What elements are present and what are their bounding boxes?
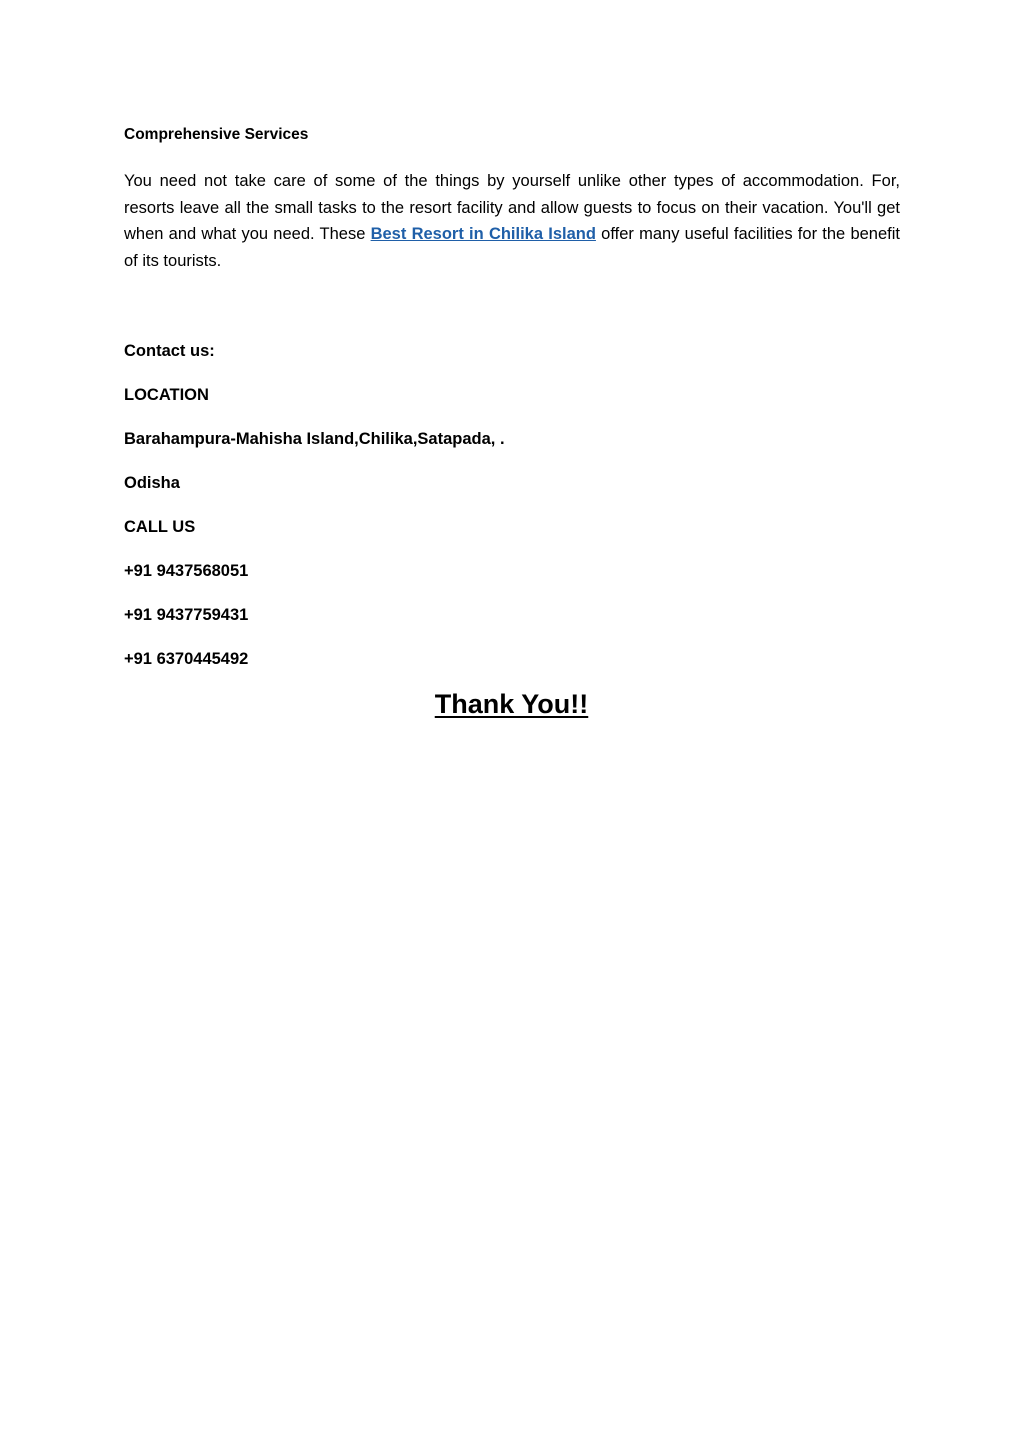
phone-number: +91 6370445492 xyxy=(124,650,249,668)
contact-heading: Contact us: xyxy=(124,342,215,360)
call-us-label: CALL US xyxy=(124,518,196,536)
thank-you-heading xyxy=(0,686,1023,722)
spacer xyxy=(124,274,900,340)
location-label: LOCATION xyxy=(124,386,209,404)
phone-number: +91 9437568051 xyxy=(124,562,249,580)
paragraph-text-before-link: You need not take care of some of the things by yourself unlike other types of accommodation. For, resorts leave all the small tasks to the resort facility and allow guests to focus on their vacation. You'll get when and what you need. These xyxy=(124,172,900,243)
best-resort-link[interactable]: Best Resort in Chilika Island xyxy=(370,225,596,243)
state-line: Odisha xyxy=(124,474,180,492)
section-heading: Comprehensive Services xyxy=(124,126,309,143)
section-paragraph xyxy=(124,168,900,274)
paragraph-text-after-link: offer many useful facilities for the benefit of its tourists. xyxy=(124,225,900,270)
thank-you-text: Thank You!! xyxy=(434,689,589,719)
phone-number: +91 9437759431 xyxy=(124,606,249,624)
address-line: Barahampura-Mahisha Island,Chilika,Satapada, . xyxy=(124,430,505,448)
document-content xyxy=(124,124,900,692)
